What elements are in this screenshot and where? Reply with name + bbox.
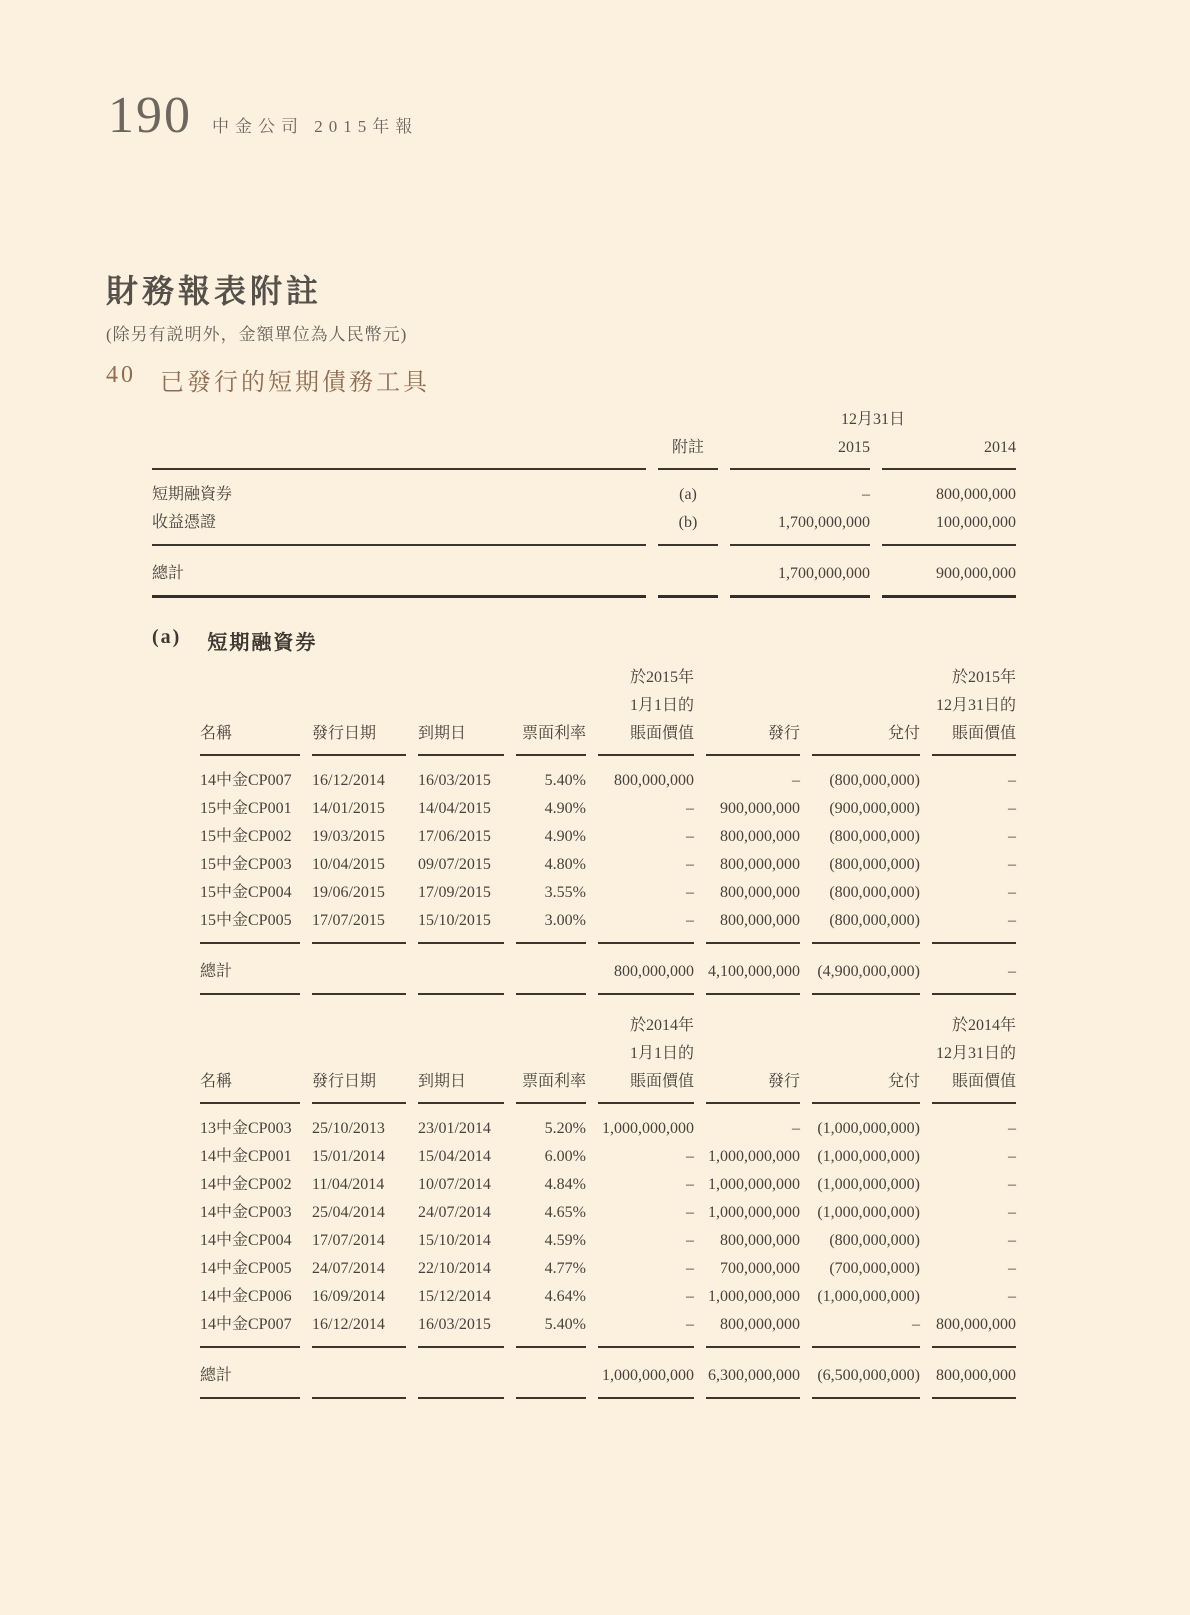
data-cell: 1,700,000,000 xyxy=(730,509,870,546)
page-header xyxy=(108,87,419,144)
col-header-cell xyxy=(418,1012,504,1040)
col-header-cell xyxy=(516,1040,586,1068)
data-cell xyxy=(658,546,718,598)
data-cell: 4,100,000,000 xyxy=(706,944,800,995)
table-row xyxy=(200,1040,1016,1068)
col-header-cell: 賬面價值 xyxy=(598,1068,694,1104)
data-cell: 15中金CP005 xyxy=(200,907,300,944)
col-header-cell xyxy=(152,406,646,434)
col-header-cell: 發行日期 xyxy=(312,1068,406,1104)
table-row xyxy=(200,879,1016,907)
data-cell: 15/10/2015 xyxy=(418,907,504,944)
data-cell: 3.55% xyxy=(544,884,586,901)
subsection-a-title: 短期融資券 xyxy=(207,632,318,654)
table-row xyxy=(200,1143,1016,1171)
data-cell: 14中金CP007 xyxy=(200,772,292,789)
col-header-cell: 於2014年 xyxy=(629,1017,694,1034)
summary-table-wrapper xyxy=(152,406,1028,598)
data-cell: 4.77% xyxy=(544,1260,586,1277)
data-cell: 5.40% xyxy=(544,772,586,789)
col-header-cell xyxy=(200,1040,300,1068)
col-header-cell: 名稱 xyxy=(200,720,300,756)
col-header-cell: 1月1日的 xyxy=(629,697,694,714)
col-header-cell xyxy=(152,434,646,470)
data-cell: (b) xyxy=(658,509,718,546)
data-cell xyxy=(418,1348,504,1399)
data-cell: 14中金CP002 xyxy=(200,1176,292,1193)
data-cell: (700,000,000) xyxy=(829,1260,920,1277)
col-header-cell xyxy=(812,1012,920,1040)
data-cell: 4.90% xyxy=(544,828,586,845)
col-header-cell: 到期日 xyxy=(418,1068,504,1104)
col-header-cell xyxy=(312,1040,406,1068)
col-header-cell: 名稱 xyxy=(200,1068,300,1104)
data-cell: – xyxy=(932,907,1016,944)
col-header-cell xyxy=(312,692,406,720)
data-cell: – xyxy=(686,1148,694,1165)
col-header-cell: 兌付 xyxy=(812,720,920,756)
col-header-cell: 到期日 xyxy=(418,720,504,756)
data-cell: – xyxy=(792,1120,800,1137)
data-cell: 15中金CP001 xyxy=(200,800,292,817)
data-cell: 16/12/2014 xyxy=(312,1311,406,1348)
data-cell: 總計 xyxy=(200,1348,300,1399)
table-row xyxy=(200,1311,1016,1348)
table-row xyxy=(200,664,1016,692)
table-row xyxy=(200,720,1016,756)
data-cell: (4,900,000,000) xyxy=(812,944,920,995)
data-cell: 1,700,000,000 xyxy=(730,546,870,598)
data-cell: 800,000,000 xyxy=(936,486,1016,503)
table-row xyxy=(152,406,1016,434)
data-cell: 16/09/2014 xyxy=(312,1288,385,1305)
col-header-cell: 附註 xyxy=(658,434,718,470)
table-2014-wrapper xyxy=(200,1012,1028,1399)
table-row xyxy=(200,692,1016,720)
table-row xyxy=(200,1171,1016,1199)
col-header-cell xyxy=(812,664,920,692)
data-cell: 16/03/2015 xyxy=(418,772,491,789)
col-header-cell xyxy=(706,1012,800,1040)
data-cell: 800,000,000 xyxy=(720,856,800,873)
data-cell: (800,000,000) xyxy=(829,1232,920,1249)
table-row xyxy=(200,1068,1016,1104)
data-cell: 10/07/2014 xyxy=(418,1176,491,1193)
table-row xyxy=(200,795,1016,823)
data-cell: 短期融資券 xyxy=(152,486,233,503)
col-header-cell: 發行日期 xyxy=(312,720,406,756)
data-cell: 4.59% xyxy=(544,1232,586,1249)
data-cell: (800,000,000) xyxy=(829,884,920,901)
data-cell: 23/01/2014 xyxy=(418,1120,491,1137)
data-cell: – xyxy=(686,800,694,817)
col-header-cell xyxy=(418,1040,504,1068)
data-cell: 15/12/2014 xyxy=(418,1288,491,1305)
commercial-paper-table-2014 xyxy=(188,1012,1028,1399)
data-cell: (800,000,000) xyxy=(829,856,920,873)
data-cell: – xyxy=(1008,1204,1016,1221)
data-cell: (1,000,000,000) xyxy=(817,1288,920,1305)
data-cell: (800,000,000) xyxy=(829,828,920,845)
report-title: 中金公司 2015年報 xyxy=(212,117,419,136)
data-cell: – xyxy=(932,944,1016,995)
data-cell: 16/12/2014 xyxy=(312,772,385,789)
data-cell: – xyxy=(1008,884,1016,901)
data-cell: 700,000,000 xyxy=(720,1260,800,1277)
data-cell: 1,000,000,000 xyxy=(708,1288,800,1305)
data-cell: 3.00% xyxy=(516,907,586,944)
data-cell: – xyxy=(598,1311,694,1348)
data-cell: 15中金CP002 xyxy=(200,828,292,845)
col-header-cell: 於2015年 xyxy=(629,669,694,686)
data-cell: 4.84% xyxy=(544,1176,586,1193)
data-cell: 14中金CP004 xyxy=(200,1232,292,1249)
data-cell: 收益憑證 xyxy=(152,509,646,546)
data-cell: 17/06/2015 xyxy=(418,828,491,845)
col-header-cell xyxy=(200,692,300,720)
table-row xyxy=(200,756,1016,795)
table-row xyxy=(200,1348,1016,1399)
table-row xyxy=(152,470,1016,509)
data-cell: 16/03/2015 xyxy=(418,1311,504,1348)
data-cell: 5.20% xyxy=(544,1120,586,1137)
col-header-cell: 於2015年 xyxy=(951,669,1016,686)
data-cell: 4.64% xyxy=(544,1288,586,1305)
data-cell: 24/07/2014 xyxy=(418,1204,491,1221)
data-cell: 800,000,000 xyxy=(720,884,800,901)
data-cell: 900,000,000 xyxy=(720,800,800,817)
data-cell: 24/07/2014 xyxy=(312,1260,385,1277)
doc-subtitle: (除另有説明外，金額單位為人民幣元) xyxy=(106,325,408,344)
data-cell: 1,000,000,000 xyxy=(708,1148,800,1165)
col-header-cell xyxy=(706,664,800,692)
data-cell: (1,000,000,000) xyxy=(817,1120,920,1137)
table-row xyxy=(200,1283,1016,1311)
data-cell: 13中金CP003 xyxy=(200,1120,292,1137)
data-cell: 22/10/2014 xyxy=(418,1260,491,1277)
table-row xyxy=(200,1104,1016,1143)
data-cell: 4.65% xyxy=(544,1204,586,1221)
col-header-cell: 於2014年 xyxy=(951,1017,1016,1034)
col-header-cell: 12月31日的 xyxy=(935,697,1016,714)
col-header-cell: 票面利率 xyxy=(516,1068,586,1104)
col-header-cell xyxy=(312,1012,406,1040)
col-header-cell: 2015 xyxy=(730,434,870,470)
data-cell: 15/01/2014 xyxy=(312,1148,385,1165)
data-cell: 14/04/2015 xyxy=(418,800,491,817)
data-cell xyxy=(418,944,504,995)
data-cell: 5.40% xyxy=(516,1311,586,1348)
data-cell: 總計 xyxy=(200,944,300,995)
col-header-cell xyxy=(312,664,406,692)
col-header-cell xyxy=(418,664,504,692)
data-cell: 15/10/2014 xyxy=(418,1232,491,1249)
data-cell xyxy=(516,1348,586,1399)
col-header-cell xyxy=(200,664,300,692)
data-cell: 6,300,000,000 xyxy=(706,1348,800,1399)
data-cell: – xyxy=(686,884,694,901)
data-cell: 14中金CP007 xyxy=(200,1311,300,1348)
data-cell: (1,000,000,000) xyxy=(817,1176,920,1193)
table-row xyxy=(200,1227,1016,1255)
data-cell xyxy=(312,944,406,995)
data-cell: 14中金CP005 xyxy=(200,1260,292,1277)
data-cell: 14中金CP001 xyxy=(200,1148,292,1165)
data-cell: (900,000,000) xyxy=(829,800,920,817)
data-cell: – xyxy=(1008,1260,1016,1277)
data-cell: 800,000,000 xyxy=(706,907,800,944)
page-number: 190 xyxy=(108,87,192,144)
data-cell: 100,000,000 xyxy=(882,509,1016,546)
col-header-cell: 發行 xyxy=(706,1068,800,1104)
col-header-cell xyxy=(658,406,718,434)
data-cell: 15/04/2014 xyxy=(418,1148,491,1165)
col-header-cell xyxy=(418,692,504,720)
data-cell: – xyxy=(862,486,870,503)
data-cell: 1,000,000,000 xyxy=(708,1176,800,1193)
data-cell: – xyxy=(686,1232,694,1249)
col-header-cell: 12月31日的 xyxy=(935,1045,1016,1062)
col-header-cell xyxy=(516,692,586,720)
data-cell: 17/07/2014 xyxy=(312,1232,385,1249)
data-cell: 11/04/2014 xyxy=(312,1176,385,1193)
data-cell xyxy=(312,1348,406,1399)
data-cell: 4.90% xyxy=(544,800,586,817)
data-cell: – xyxy=(1008,1120,1016,1137)
data-cell: 25/10/2013 xyxy=(312,1120,385,1137)
col-header-cell xyxy=(516,1012,586,1040)
table-row xyxy=(152,434,1016,470)
data-cell: 800,000,000 xyxy=(932,1311,1016,1348)
data-cell: 總計 xyxy=(152,546,646,598)
data-cell: 800,000,000 xyxy=(598,944,694,995)
section-title: 已發行的短期債務工具 xyxy=(160,370,430,396)
data-cell: (6,500,000,000) xyxy=(812,1348,920,1399)
data-cell: 900,000,000 xyxy=(882,546,1016,598)
col-header-cell xyxy=(200,1012,300,1040)
data-cell: – xyxy=(686,1260,694,1277)
data-cell: – xyxy=(1008,1288,1016,1305)
data-cell: – xyxy=(686,1176,694,1193)
table-row xyxy=(200,907,1016,944)
data-cell: 15中金CP003 xyxy=(200,856,292,873)
col-header-cell: 賬面價值 xyxy=(932,720,1016,756)
table-2015-wrapper xyxy=(200,664,1028,995)
col-header-cell xyxy=(706,692,800,720)
data-cell: (1,000,000,000) xyxy=(817,1204,920,1221)
col-header-cell xyxy=(812,1040,920,1068)
col-header-cell: 12月31日 xyxy=(840,411,905,428)
data-cell: – xyxy=(686,856,694,873)
data-cell: 1,000,000,000 xyxy=(602,1120,694,1137)
table-row xyxy=(200,823,1016,851)
data-cell: – xyxy=(686,1288,694,1305)
table-row xyxy=(200,944,1016,995)
data-cell: 14/01/2015 xyxy=(312,800,385,817)
table-row xyxy=(200,1199,1016,1227)
doc-title: 財務報表附註 xyxy=(106,273,323,309)
data-cell: – xyxy=(1008,1232,1016,1249)
data-cell: 6.00% xyxy=(544,1148,586,1165)
data-cell: (800,000,000) xyxy=(829,772,920,789)
data-cell: – xyxy=(1008,1176,1016,1193)
table-row xyxy=(200,1255,1016,1283)
data-cell: (800,000,000) xyxy=(812,907,920,944)
data-cell: 19/03/2015 xyxy=(312,828,385,845)
col-header-cell xyxy=(516,664,586,692)
commercial-paper-table-2015 xyxy=(188,664,1028,995)
data-cell: 4.80% xyxy=(544,856,586,873)
section-number: 40 xyxy=(106,362,136,388)
data-cell: – xyxy=(598,907,694,944)
col-header-cell: 發行 xyxy=(706,720,800,756)
data-cell: 800,000,000 xyxy=(932,1348,1016,1399)
table-row xyxy=(200,851,1016,879)
data-cell: – xyxy=(686,1204,694,1221)
data-cell: – xyxy=(792,772,800,789)
data-cell: 1,000,000,000 xyxy=(708,1204,800,1221)
data-cell: – xyxy=(686,828,694,845)
data-cell: – xyxy=(1008,800,1016,817)
subsection-a-label: (a) xyxy=(152,626,182,648)
data-cell: – xyxy=(1008,772,1016,789)
col-header-cell: 賬面價值 xyxy=(598,720,694,756)
data-cell: 800,000,000 xyxy=(720,828,800,845)
data-cell: 19/06/2015 xyxy=(312,884,385,901)
data-cell: 14中金CP003 xyxy=(200,1204,292,1221)
col-header-cell: 2014 xyxy=(882,434,1016,470)
data-cell: 17/07/2015 xyxy=(312,907,406,944)
data-cell: 15中金CP004 xyxy=(200,884,292,901)
data-cell: 14中金CP006 xyxy=(200,1288,292,1305)
col-header-cell: 1月1日的 xyxy=(629,1045,694,1062)
data-cell: 800,000,000 xyxy=(614,772,694,789)
data-cell: 800,000,000 xyxy=(720,1232,800,1249)
data-cell: 1,000,000,000 xyxy=(598,1348,694,1399)
data-cell: – xyxy=(812,1311,920,1348)
summary-table xyxy=(140,406,1028,598)
col-header-cell: 兌付 xyxy=(812,1068,920,1104)
data-cell: 800,000,000 xyxy=(706,1311,800,1348)
data-cell: 09/07/2015 xyxy=(418,856,491,873)
table-row xyxy=(152,509,1016,546)
data-cell: 10/04/2015 xyxy=(312,856,385,873)
subsection-a-heading xyxy=(152,626,317,655)
data-cell: – xyxy=(1008,856,1016,873)
section-heading xyxy=(106,362,430,397)
data-cell: 17/09/2015 xyxy=(418,884,491,901)
data-cell xyxy=(516,944,586,995)
data-cell: 25/04/2014 xyxy=(312,1204,385,1221)
table-row xyxy=(152,546,1016,598)
data-cell: (1,000,000,000) xyxy=(817,1148,920,1165)
table-row xyxy=(200,1012,1016,1040)
col-header-cell: 賬面價值 xyxy=(932,1068,1016,1104)
data-cell: (a) xyxy=(679,486,697,503)
col-header-cell xyxy=(812,692,920,720)
data-cell: – xyxy=(1008,1148,1016,1165)
col-header-cell xyxy=(706,1040,800,1068)
col-header-cell: 票面利率 xyxy=(516,720,586,756)
data-cell: – xyxy=(1008,828,1016,845)
